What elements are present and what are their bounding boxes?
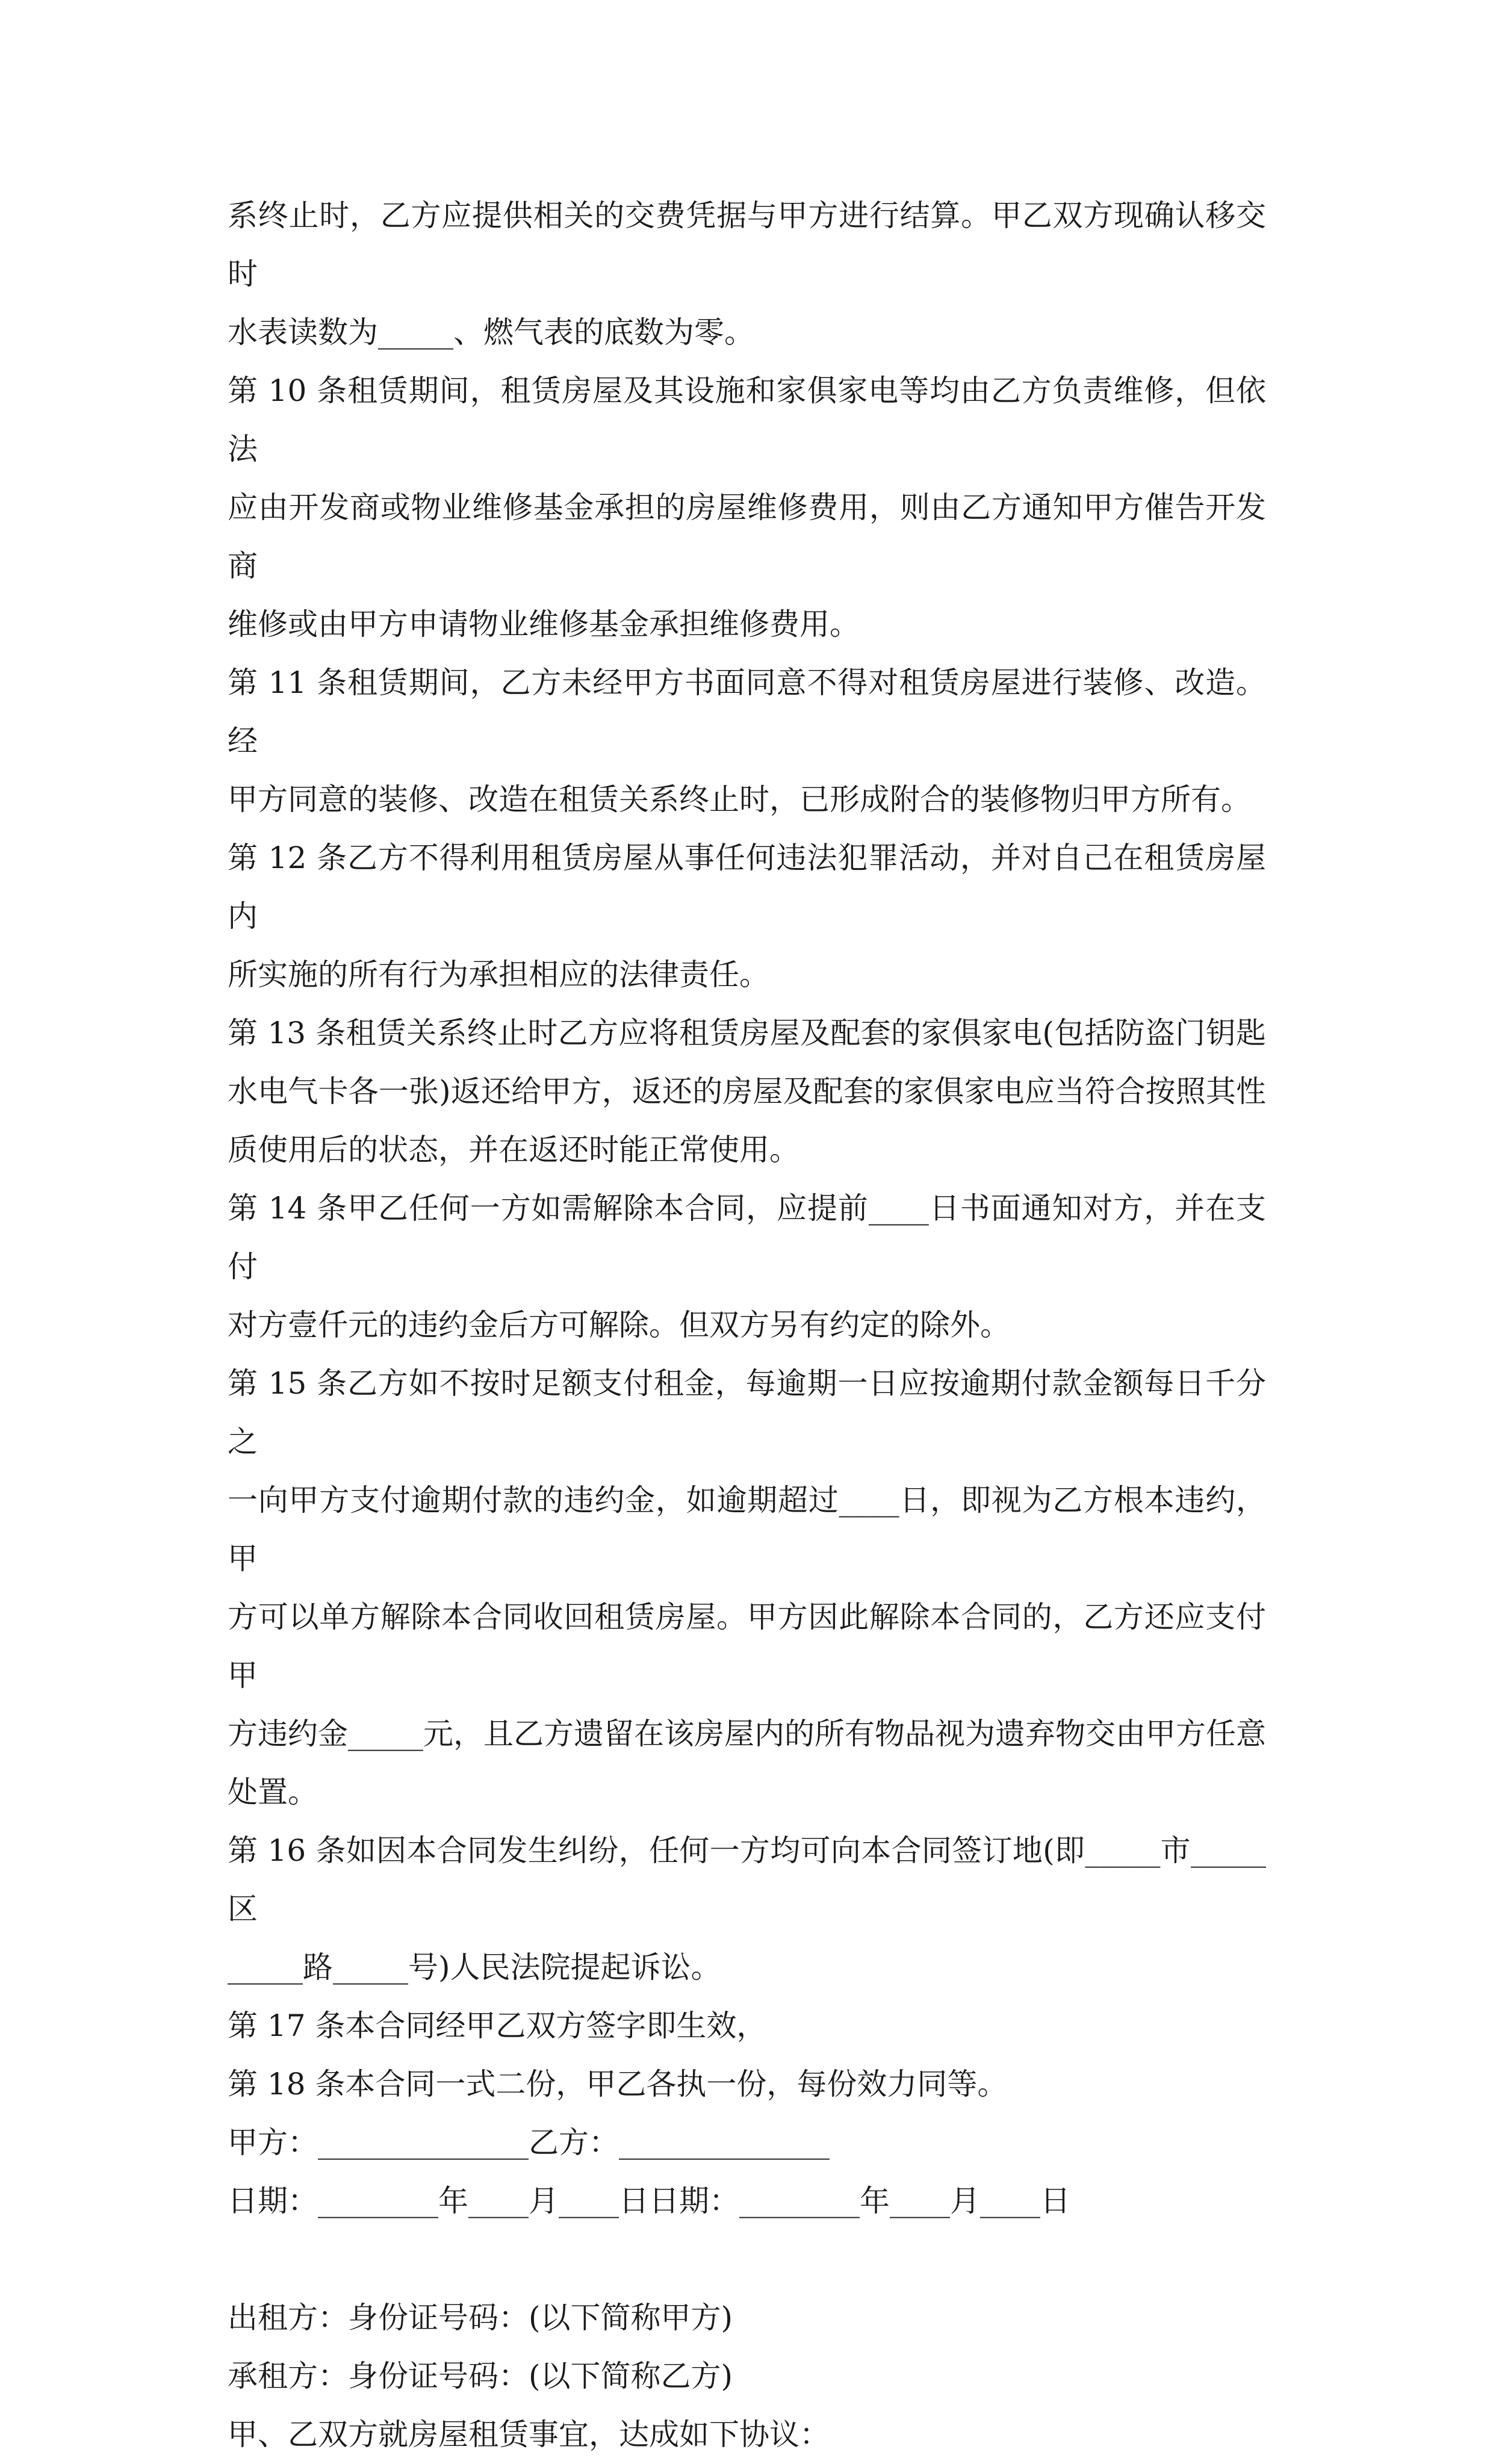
clause-line: 第 16 条如因本合同发生纠纷，任何一方均可向本合同签订地(即_____市_____区	[228, 1833, 1266, 1926]
clause-article-16	[228, 1822, 1266, 1997]
clause-line: 应由开发商或物业维修基金承担的房屋维修费用，则由乙方通知甲方催告开发商	[228, 490, 1266, 583]
clause-article-11	[228, 654, 1266, 829]
clause-article-10	[228, 362, 1266, 654]
clause-line: 水电气卡各一张)返还给甲方，返还的房屋及配套的家俱家电应当符合按照其性	[228, 1074, 1266, 1109]
clause-line: 第 10 条租赁期间，租赁房屋及其设施和家俱家电等均由乙方负责维修，但依法	[228, 373, 1266, 467]
clause-line: 甲方同意的装修、改造在租赁关系终止时，已形成附合的装修物归甲方所有。	[228, 782, 1251, 817]
clause-article-12	[228, 829, 1266, 1004]
clause-line: 系终止时，乙方应提供相关的交费凭据与甲方进行结算。甲乙双方现确认移交时	[228, 198, 1266, 291]
clause-line: 对方壹仟元的违约金后方可解除。但双方另有约定的除外。	[228, 1308, 1010, 1342]
agreement-intro-line: 甲、乙双方就房屋租赁事宜，达成如下协议：	[228, 2417, 830, 2452]
clause-line: 第 14 条甲乙任何一方如需解除本合同，应提前____日书面通知对方，并在支付	[228, 1191, 1266, 1284]
clause-line: 第 11 条租赁期间，乙方未经甲方书面同意不得对租赁房屋进行装修、改造。经	[228, 665, 1266, 759]
clause-line: 维修或由甲方申请物业维修基金承担维修费用。	[228, 607, 860, 642]
clause-line: 一向甲方支付逾期付款的违约金，如逾期超过____日，即视为乙方根本违约，甲	[228, 1483, 1266, 1576]
clause-line: 方违约金_____元，且乙方遗留在该房屋内的所有物品视为遗弃物交由甲方任意	[228, 1716, 1266, 1751]
signature-dates: 日期：________年____月____日日期：________年____月____日	[228, 2183, 1070, 2218]
clause-line: 第 17 条本合同经甲乙双方签字即生效，	[228, 2008, 767, 2043]
clause-article-14	[228, 1179, 1266, 1355]
clause-article-13	[228, 1004, 1266, 1179]
document-body	[228, 187, 1266, 2464]
clause-utilities-continued	[228, 187, 1266, 362]
clause-line: 第 12 条乙方不得利用租赁房屋从事任何违法犯罪活动，并对自己在租赁房屋内	[228, 840, 1266, 934]
clause-line: 处置。	[228, 1775, 318, 1810]
clause-line: 所实施的所有行为承担相应的法律责任。	[228, 957, 769, 992]
lessee-line: 承租方：身份证号码：(以下简称乙方)	[228, 2359, 733, 2394]
clause-line: _____路_____号)人民法院提起诉讼。	[228, 1950, 721, 1985]
clause-article-18	[228, 2055, 1266, 2114]
signature-parties: 甲方：______________乙方：______________	[228, 2125, 830, 2160]
clause-line: 第 18 条本合同一式二份，甲乙各执一份，每份效力同等。	[228, 2067, 1008, 2102]
section-spacer	[228, 2230, 1266, 2289]
clause-line: 方可以单方解除本合同收回租赁房屋。甲方因此解除本合同的，乙方还应支付甲	[228, 1600, 1266, 1693]
clause-article-17	[228, 1997, 1266, 2055]
clause-line: 第 15 条乙方如不按时足额支付租金，每逾期一日应按逾期付款金额每日千分之	[228, 1366, 1266, 1459]
lessor-line: 出租方：身份证号码：(以下简称甲方)	[228, 2300, 733, 2335]
clause-article-15	[228, 1355, 1266, 1822]
clause-line: 第 13 条租赁关系终止时乙方应将租赁房屋及配套的家俱家电(包括防盗门钥匙	[228, 1016, 1266, 1050]
clause-line: 水表读数为_____、燃气表的底数为零。	[228, 315, 754, 350]
clause-line: 质使用后的状态，并在返还时能正常使用。	[228, 1132, 799, 1167]
